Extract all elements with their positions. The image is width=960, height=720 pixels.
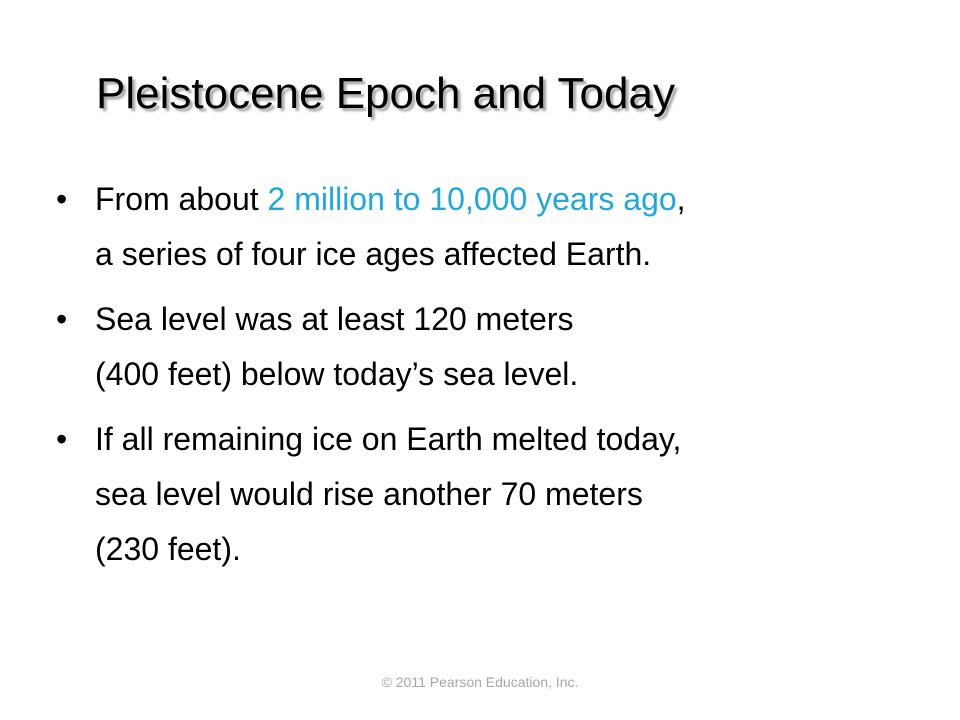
slide-title: Pleistocene Epoch and Today [96, 69, 675, 118]
bullet-list [56, 172, 916, 587]
bullet-marker: • [56, 301, 68, 337]
bullet-line: If all remaining ice on Earth melted today, [95, 421, 682, 457]
bullet-line: (400 feet) below today’s sea level. [95, 356, 579, 392]
bullet-marker: • [56, 181, 68, 217]
bullet-text: , [676, 181, 686, 217]
bullet-item-ice-ages [56, 172, 916, 282]
bullet-line [95, 172, 916, 227]
bullet-line: (230 feet). [95, 531, 241, 567]
bullet-line: sea level would rise another 70 meters [95, 476, 643, 512]
bullet-line: Sea level was at least 120 meters [95, 301, 574, 337]
bullet-line: a series of four ice ages affected Earth. [95, 236, 652, 272]
bullet-item-sea-level-future [56, 412, 916, 577]
bullet-marker: • [56, 421, 68, 457]
copyright-notice: © 2011 Pearson Education, Inc. [381, 674, 579, 690]
highlighted-time-range: 2 million to 10,000 years ago [267, 181, 677, 217]
bullet-item-sea-level-past [56, 292, 916, 402]
bullet-text: From about [95, 181, 268, 217]
